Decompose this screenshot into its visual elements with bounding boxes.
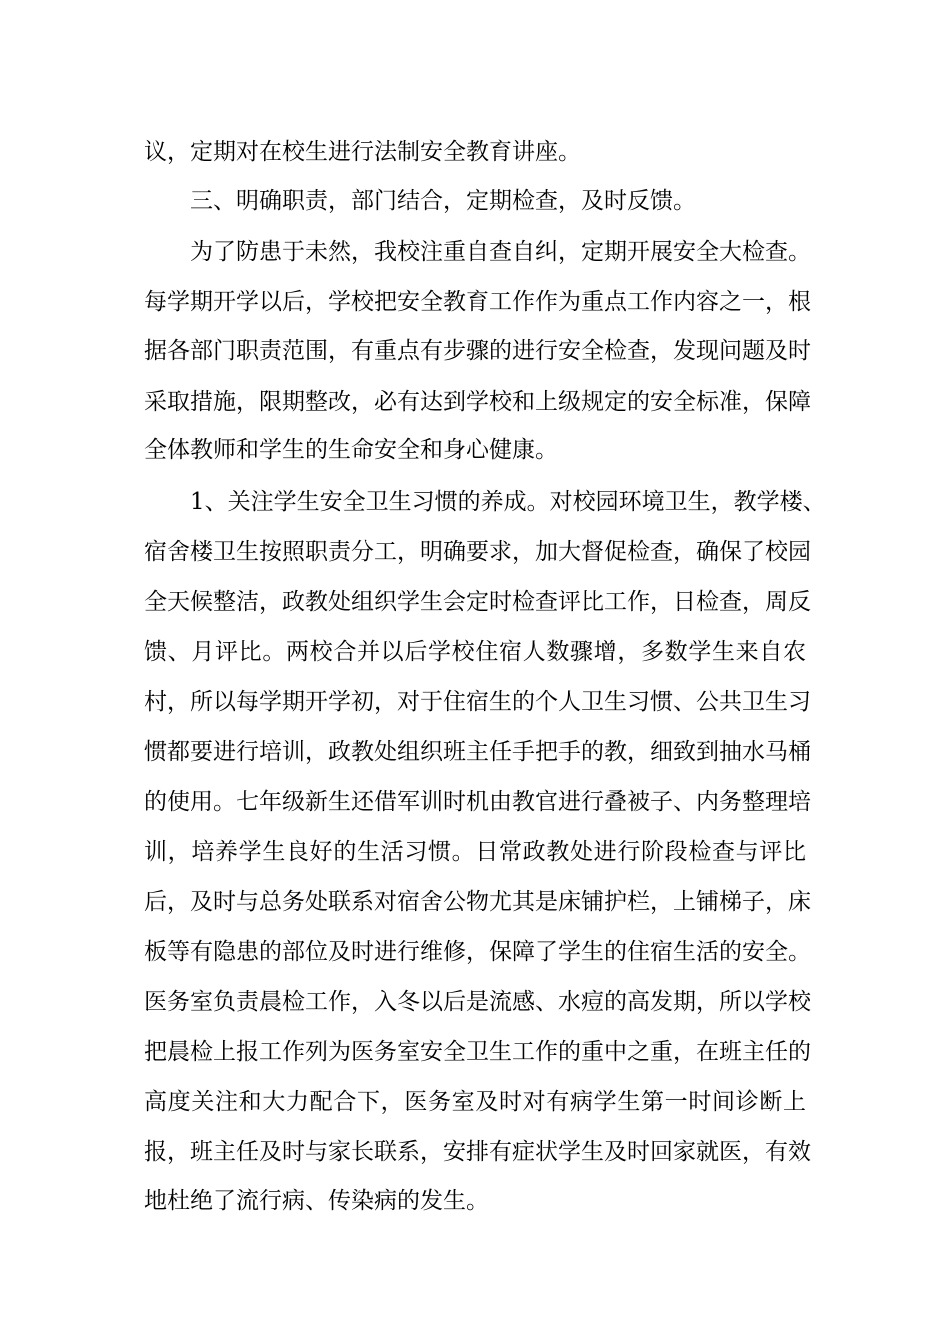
text-line: 为了防患于未然，我校注重自查自纠，定期开展安全大检查。: [190, 239, 811, 265]
text-line: 村，所以每学期开学初，对于住宿生的个人卫生习惯、公共卫生习: [144, 689, 811, 715]
text-line: 每学期开学以后，学校把安全教育工作作为重点工作内容之一，根: [144, 289, 811, 315]
text-line: 把晨检上报工作列为医务室安全卫生工作的重中之重，在班主任的: [144, 1039, 811, 1065]
text-line: 馈、月评比。两校合并以后学校住宿人数骤增，多数学生来自农: [144, 639, 806, 665]
text-line: 议，定期对在校生进行法制安全教育讲座。: [144, 139, 581, 165]
text-line: 地杜绝了流行病、传染病的发生。: [144, 1188, 489, 1214]
text-line: 据各部门职责范围，有重点有步骤的进行安全检查，发现问题及时: [144, 338, 811, 364]
text-line: 训，培养学生良好的生活习惯。日常政教处进行阶段检查与评比: [144, 839, 806, 865]
text-line: 的使用。七年级新生还借军训时机由教官进行叠被子、内务整理培: [144, 789, 811, 815]
text-line: 宿舍楼卫生按照职责分工，明确要求，加大督促检查，确保了校园: [144, 539, 811, 565]
text-line: 采取措施，限期整改，必有达到学校和上级规定的安全标准，保障: [144, 389, 811, 415]
text-line: 医务室负责晨检工作，入冬以后是流感、水痘的高发期，所以学校: [144, 989, 811, 1015]
text-line: 全天候整洁，政教处组织学生会定时检查评比工作，日检查，周反: [144, 589, 811, 615]
text-line: 后，及时与总务处联系对宿舍公物尤其是床铺护栏，上铺梯子，床: [144, 889, 811, 915]
text-line: 高度关注和大力配合下，医务室及时对有病学生第一时间诊断上: [144, 1089, 806, 1115]
text-line: 全体教师和学生的生命安全和身心健康。: [144, 437, 558, 463]
section-heading: 三、明确职责，部门结合，定期检查，及时反馈。: [190, 188, 696, 214]
text-line: 惯都要进行培训，政教处组织班主任手把手的教，细致到抽水马桶: [144, 739, 811, 765]
text-line: 1、关注学生安全卫生习惯的养成。对校园环境卫生，教学楼、: [190, 489, 826, 515]
text-line: 板等有隐患的部位及时进行维修，保障了学生的住宿生活的安全。: [144, 939, 811, 965]
text-line: 报，班主任及时与家长联系，安排有症状学生及时回家就医，有效: [144, 1139, 811, 1165]
